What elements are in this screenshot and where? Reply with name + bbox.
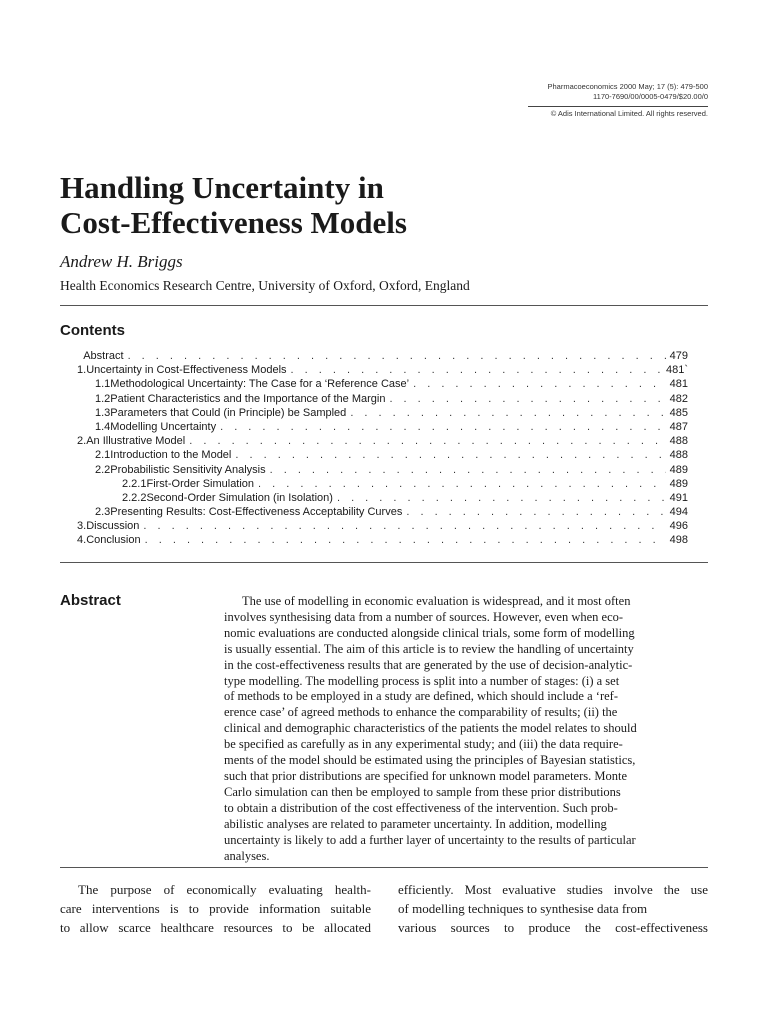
toc-leader-dots <box>350 406 665 420</box>
abstract-line: nomic evaluations are conducted alongside clinical trials, some form of modelling <box>224 625 635 640</box>
toc-entry-page: 488 <box>669 449 688 462</box>
abstract-line: is usually essential. The aim of this article is to review the handling of uncertainty <box>224 641 634 656</box>
toc-entry-title: Introduction to the Model <box>110 449 232 462</box>
toc-entry-title: Methodological Uncertainty: The Case for a ‘Reference Case’ <box>110 378 410 391</box>
abstract-heading: Abstract <box>60 592 121 609</box>
toc-entry-page: 479 <box>669 350 688 362</box>
body-text-line: of modelling techniques to synthesise data from <box>398 901 648 916</box>
toc-entry-title: Conclusion <box>86 534 141 547</box>
abstract-line: The use of modelling in economic evaluation is widespread, and it most often <box>242 594 631 608</box>
toc-entry-title: Presenting Results: Cost-Effectiveness Acceptability Curves <box>110 506 403 519</box>
toc-entry-number: 1.2 <box>95 392 111 405</box>
toc-entry[interactable] <box>60 505 688 519</box>
journal-issn: 1170-7690/00/0005-0479/$20.00/0 <box>593 92 708 101</box>
toc-entry-title: Second-Order Simulation (in Isolation) <box>146 491 333 504</box>
toc-entry-page: 482 <box>669 392 688 405</box>
abstract-line: Carlo simulation can then be employed to sample from these prior distributions <box>224 784 621 799</box>
abstract-line: such that prior distributions are specified for unknown model parameters. Monte <box>224 768 628 783</box>
toc-entry-title: Modelling Uncertainty <box>110 420 217 433</box>
toc-entry-number: 3. <box>77 520 87 533</box>
abstract-line: be specified as carefully as in any experimental study; and (iii) the data require- <box>224 737 623 752</box>
toc-entry-page: 488 <box>669 435 688 448</box>
toc-entry-number: 1. <box>77 364 87 377</box>
body-column-right <box>398 880 708 937</box>
toc-entry[interactable] <box>60 491 688 505</box>
toc-entry-title: Discussion <box>86 520 140 533</box>
body-text-line: The purpose of economically evaluating health- <box>78 882 371 897</box>
toc-leader-dots <box>220 420 666 434</box>
toc-entry[interactable] <box>60 519 688 533</box>
journal-citation: Pharmacoeconomics 2000 May; 17 (5): 479-500 <box>547 82 708 91</box>
toc-entry[interactable] <box>60 463 688 477</box>
article-title-line-2: Cost-Effectiveness Models <box>60 205 407 240</box>
toc-entry[interactable] <box>60 363 688 377</box>
abstract-line: type modelling. The modelling process is split into a number of stages: (i) a set <box>224 673 620 688</box>
toc-entry-title: Abstract <box>83 350 124 362</box>
toc-entry-page: 481 <box>669 378 688 391</box>
toc-entry-title: An Illustrative Model <box>86 435 186 448</box>
toc-entry[interactable] <box>60 377 688 391</box>
toc-entry-number: 4. <box>77 534 87 547</box>
toc-entry-title: Probabilistic Sensitivity Analysis <box>110 463 266 476</box>
toc-entry-page: 489 <box>669 477 688 490</box>
toc-entry[interactable] <box>60 434 688 448</box>
toc-leader-dots <box>337 491 666 505</box>
toc-entry-page: 491 <box>669 491 688 504</box>
table-of-contents <box>60 349 688 548</box>
body-column-left <box>60 880 371 937</box>
toc-entry-page: 489 <box>669 463 688 476</box>
toc-entry-number: 2.2.1 <box>122 477 147 490</box>
toc-entry[interactable] <box>60 349 688 363</box>
abstract-line: erence case’ of agreed methods to enhance the comparability of results; (ii) the <box>224 705 618 720</box>
toc-entry-number: 1.4 <box>95 420 111 433</box>
toc-entry-page: 494 <box>669 506 688 519</box>
toc-entry[interactable] <box>60 406 688 420</box>
toc-entry-title: Patient Characteristics and the Importance of the Margin <box>110 392 386 405</box>
toc-entry-number: 2.3 <box>95 506 111 519</box>
contents-heading: Contents <box>60 322 125 339</box>
body-text-line: to allow scarce healthcare resources to be allocated <box>60 920 371 935</box>
abstract-line: of methods to be employed in a study are defined, which should include a ‘ref- <box>224 689 618 704</box>
toc-entry-page: 481` <box>665 364 688 377</box>
toc-leader-dots <box>128 349 666 363</box>
toc-entry-number: 2. <box>77 435 87 448</box>
section-divider <box>60 305 708 306</box>
toc-entry-number: 1.1 <box>95 378 111 391</box>
author-affiliation: Health Economics Research Centre, University of Oxford, Oxford, England <box>60 278 470 293</box>
author-name: Andrew H. Briggs <box>60 252 183 271</box>
toc-entry-number: 2.1 <box>95 449 111 462</box>
abstract-body <box>224 594 704 864</box>
toc-entry[interactable] <box>60 448 688 462</box>
toc-leader-dots <box>270 463 666 477</box>
toc-entry[interactable] <box>60 392 688 406</box>
toc-entry[interactable] <box>60 533 688 547</box>
toc-entry-number: 2.2 <box>95 463 111 476</box>
toc-leader-dots <box>143 519 665 533</box>
section-divider <box>60 562 708 563</box>
abstract-line: analyses. <box>224 848 270 863</box>
section-divider <box>60 867 708 868</box>
toc-entry-page: 485 <box>669 406 688 419</box>
article-title <box>60 170 700 240</box>
toc-entry-page: 498 <box>669 534 688 547</box>
abstract-line: in the cost-effectiveness results that are generated by the use of decision-analytic- <box>224 657 633 672</box>
toc-entry-number: 1.3 <box>95 406 111 419</box>
toc-leader-dots <box>189 434 665 448</box>
abstract-line: involves synthesising data from a number of sources. However, even when eco- <box>224 609 624 624</box>
journal-citation-block <box>547 82 708 102</box>
toc-leader-dots <box>389 392 665 406</box>
toc-entry-page: 487 <box>669 420 688 433</box>
toc-leader-dots <box>413 377 666 391</box>
toc-entry-title: First-Order Simulation <box>146 477 255 490</box>
article-title-line-1: Handling Uncertainty in <box>60 170 384 205</box>
header-divider <box>528 106 708 107</box>
toc-entry-title: Parameters that Could (in Principle) be Sampled <box>110 406 347 419</box>
toc-leader-dots <box>258 477 666 491</box>
abstract-line: ments of the model should be estimated using the principles of Bayesian statistics, <box>224 753 636 768</box>
toc-leader-dots <box>291 363 662 377</box>
abstract-line: clinical and demographic characteristics of the patients the model relates to should <box>224 721 637 736</box>
body-text-line: efficiently. Most evaluative studies involve the use <box>398 882 708 897</box>
copyright-notice: © Adis International Limited. All rights reserved. <box>550 109 708 118</box>
toc-leader-dots <box>406 505 665 519</box>
toc-entry[interactable] <box>60 420 688 434</box>
toc-leader-dots <box>145 533 666 547</box>
abstract-line: uncertainty is likely to add a further layer of uncertainty to the results of particular <box>224 832 636 847</box>
body-text-line: various sources to produce the cost-effectiveness <box>398 920 708 935</box>
body-text-line: care interventions is to provide information suitable <box>60 901 371 916</box>
toc-entry[interactable] <box>60 477 688 491</box>
toc-entry-page: 496 <box>669 520 688 533</box>
toc-entry-title: Uncertainty in Cost-Effectiveness Models <box>86 364 287 377</box>
abstract-line: to obtain a distribution of the cost effectiveness of the intervention. Such prob- <box>224 800 618 815</box>
abstract-line: abilistic analyses are related to parameter uncertainty. In addition, modelling <box>224 816 607 831</box>
toc-entry-number: 2.2.2 <box>122 491 147 504</box>
toc-leader-dots <box>235 448 665 462</box>
